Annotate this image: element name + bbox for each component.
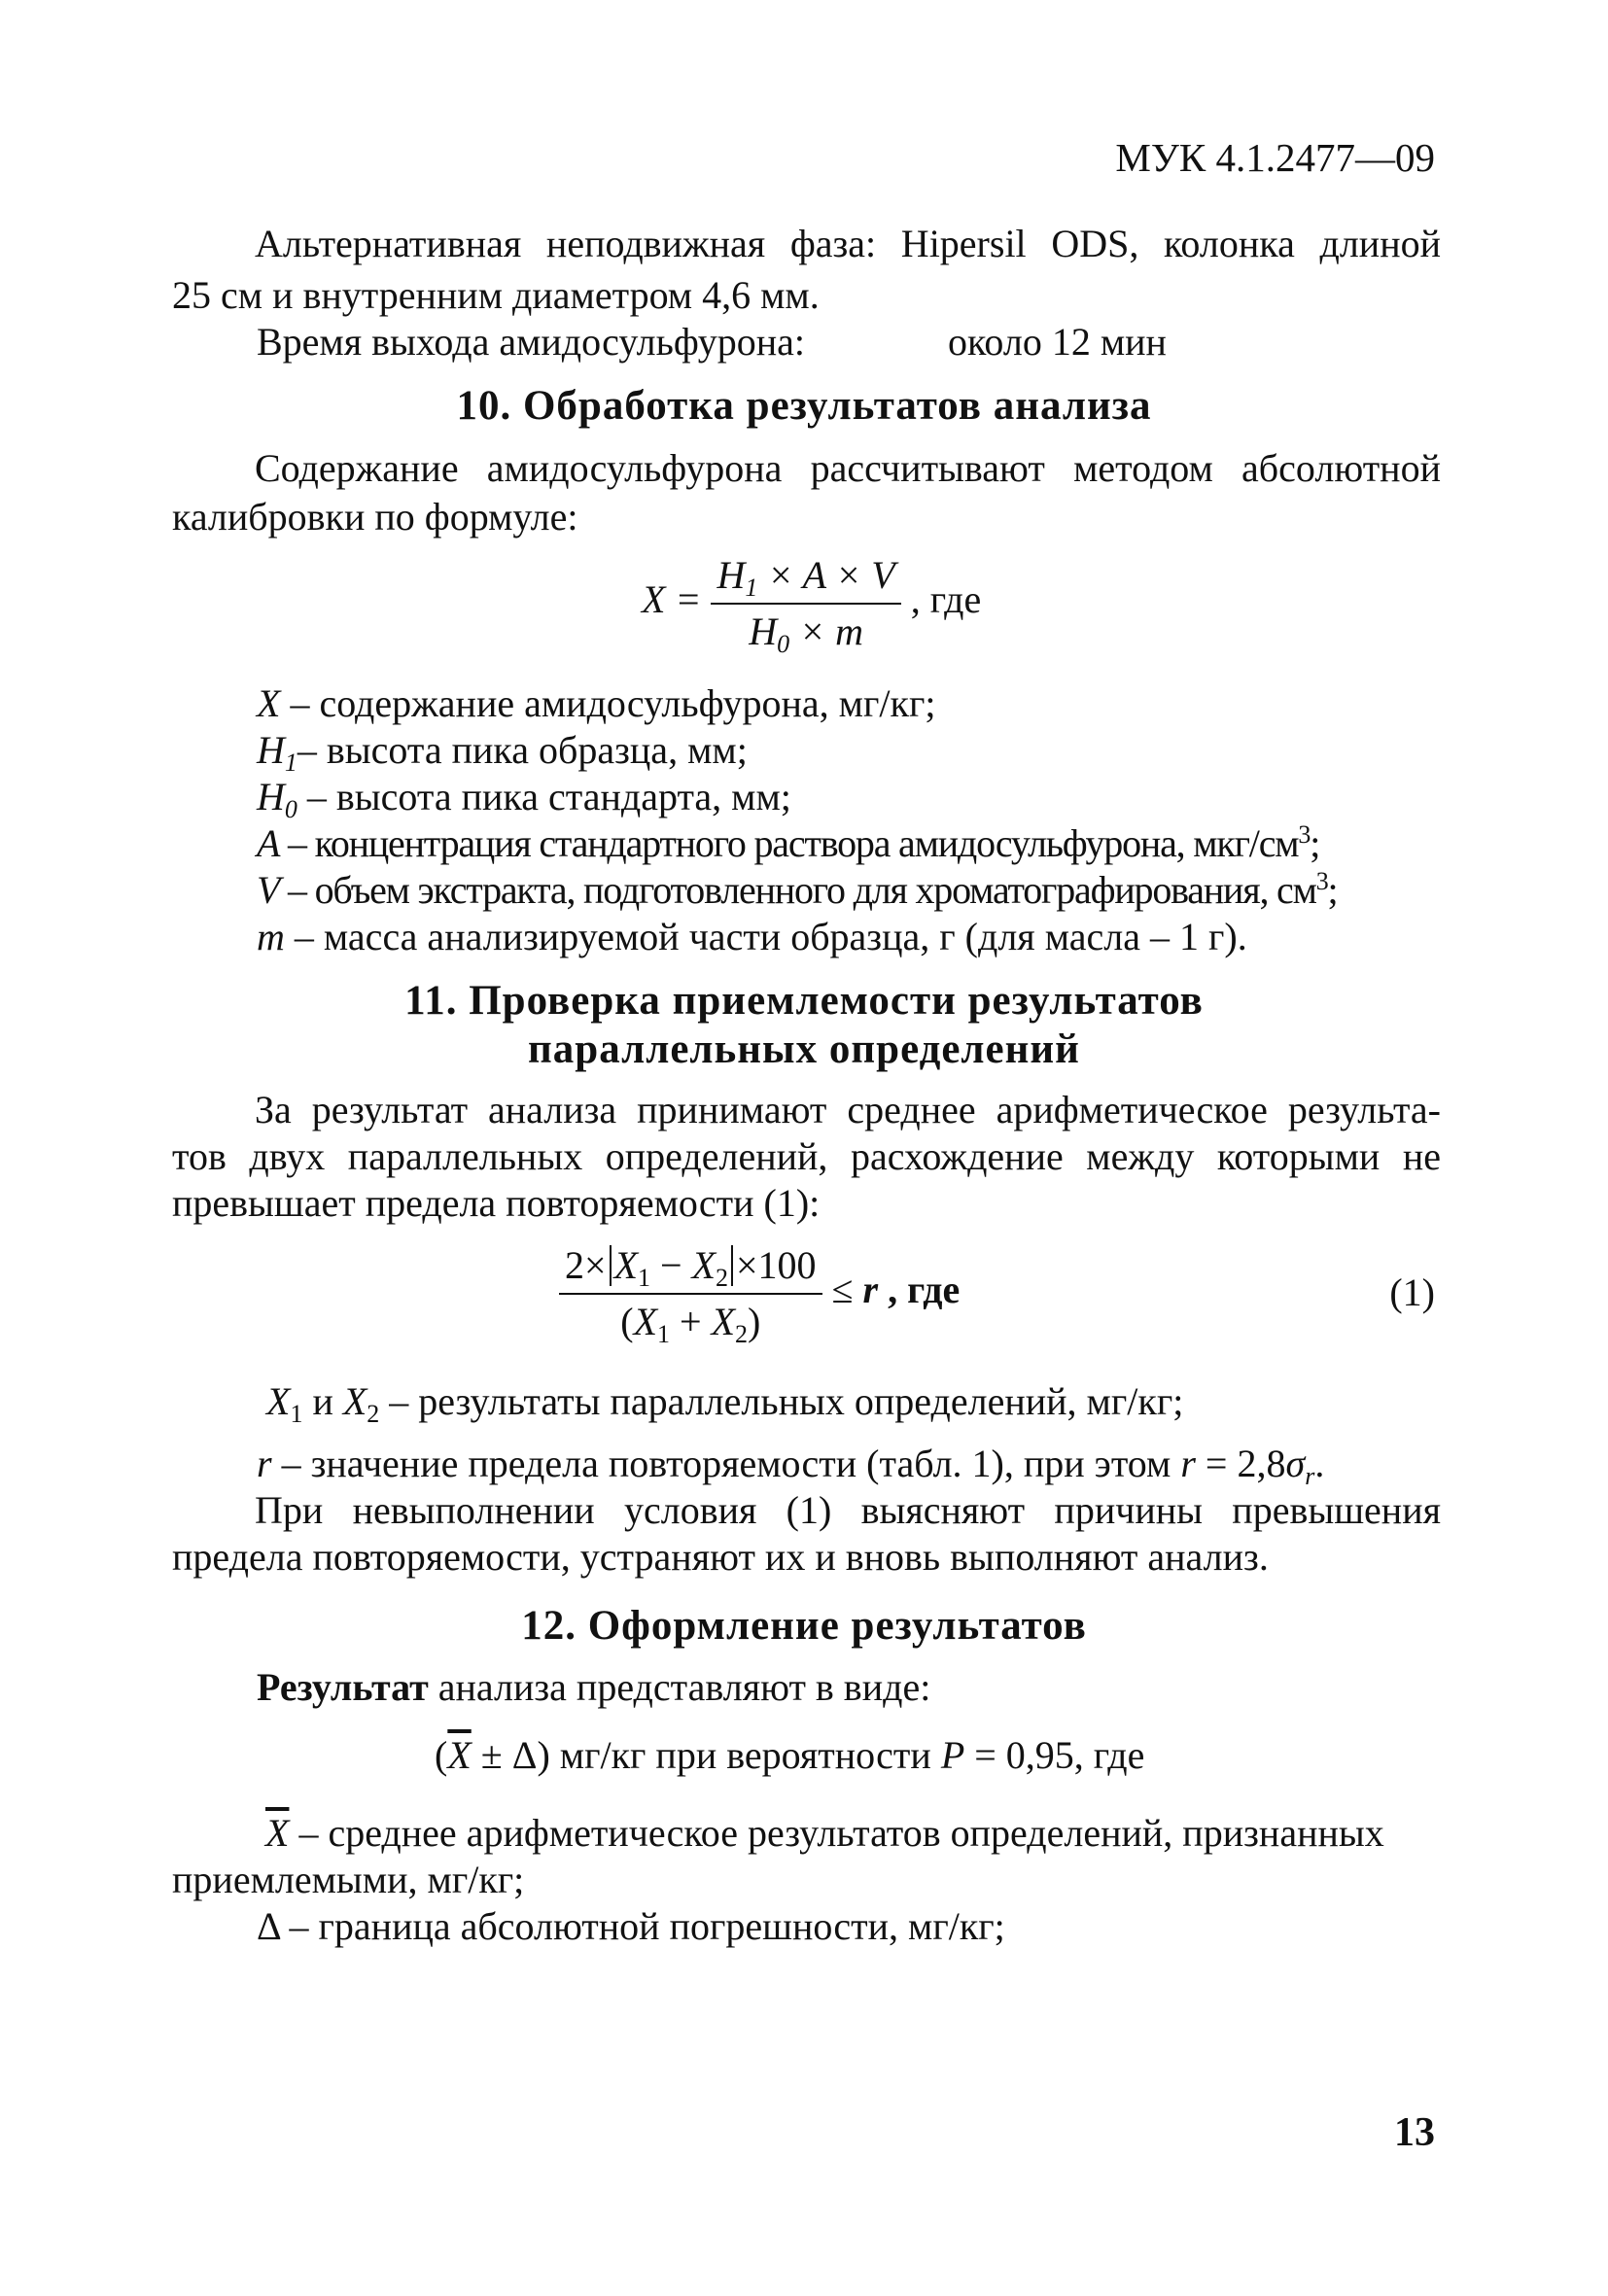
definition-x1-x2: $X_1$ и $X_2$ – результаты параллельных определений, мг/кг; [266,1379,1184,1428]
definition-a: A – концентрация стандартного раствора амидосульфурона, мкг/$см^3$; [257,820,1320,865]
section-11-heading-2: параллельных определений [528,1026,1080,1072]
formula-x-denominator: $H_0 \times m$ [749,609,863,658]
doc-code: МУК 4.1.2477—09 [1115,135,1435,180]
page-number: 13 [1394,2110,1435,2155]
formula-result: $(\overline{X} \pm \Delta)$ мг/кг при вероятности P = 0,95, где [435,1733,1145,1777]
retention-label: Время выхода амидосульфурона: [257,320,806,364]
section-12-heading: 12. Оформление результатов [521,1603,1087,1649]
definition-h0: $H_0$ – высота пика стандарта, мм; [257,775,791,823]
definition-r: r – значение предела повторяемости (табл. 1), при этом $r = 2,8\sigma_r$. [257,1442,1325,1490]
formula-repeatability-fraction [559,1242,822,1348]
formula-repeatability [559,1242,961,1348]
definition-x-mean: $\overline{X}$ – среднее арифметическое результатов определений, признанных [265,1811,1384,1855]
definition-delta: Δ – граница абсолютной погрешности, мг/кг; [257,1904,1005,1948]
formula-x-numerator: $H_1 \times A \times V$ [711,552,900,605]
formula-number: (1) [1389,1270,1435,1314]
definition-x: X – содержание амидосульфурона, мг/кг; [257,681,936,725]
alt-phase-cont: 25 см и внутренним диаметром 4,6 мм. [172,273,820,317]
section-10-para-1: Содержание амидосульфурона рассчитывают методом абсолютной [255,446,1441,490]
formula-repeatability-numerator: $2\times X_1 - X_2 \times 100$ [559,1242,822,1295]
section-11-para-1: За результат анализа принимают среднее арифметическое результа- [255,1088,1441,1131]
alt-phase-line: Альтернативная неподвижная фаза: Hipersil ODS, колонка длиной [255,222,1441,265]
section-12-para: Результат анализа представляют в виде: [257,1665,931,1709]
definition-x-mean-cont: приемлемыми, мг/кг; [172,1858,525,1901]
section-11-note-1: При невыполнении условия (1) выясняют причины превышения [255,1488,1441,1532]
formula-x-suffix: , где [910,577,982,622]
section-11-para-3: превышает предела повторяемости (1): [172,1181,821,1225]
definition-v: V – объем экстракта, подготовленного для хроматографирования, $см^3$; [257,867,1338,912]
section-10-heading: 10. Обработка результатов анализа [456,383,1152,429]
formula-x-lhs: X = [642,577,702,622]
section-11-heading-1: 11. Проверка приемлемости результатов [404,978,1204,1024]
formula-repeatability-rhs: ≤ r , где [831,1268,961,1312]
definition-h1: $H_1-$ высота пика образца, мм; [257,728,748,777]
definition-m: m – масса анализируемой части образца, г (для масла – 1 г). [257,915,1247,958]
retention-value: около 12 мин [948,320,1167,364]
section-11-para-2: тов двух параллельных определений, расхождение между которыми не [172,1134,1441,1178]
formula-x-fraction [711,552,900,658]
section-11-note-2: предела повторяемости, устраняют их и вновь выполняют анализ. [172,1535,1269,1579]
formula-repeatability-denominator: $(X_1 + X_2)$ [620,1300,761,1348]
section-10-para-2: калибровки по формуле: [172,495,578,539]
formula-x [642,552,982,658]
